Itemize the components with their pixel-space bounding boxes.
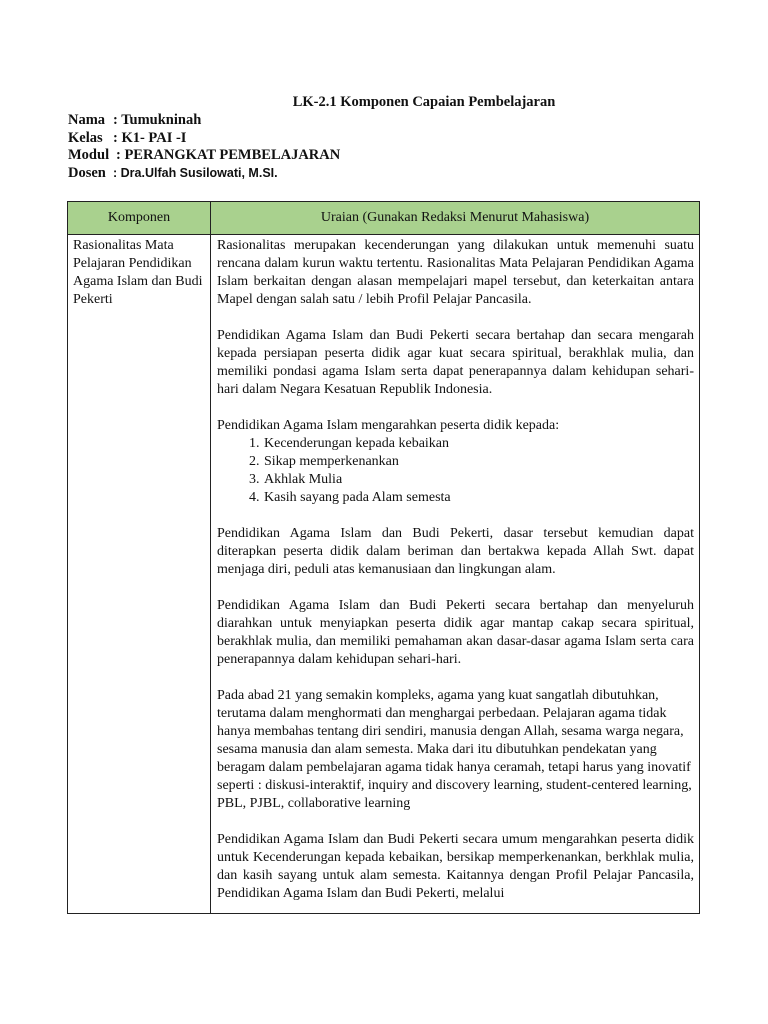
list-item: 3. Akhlak Mulia [263,471,694,489]
paragraph: Pendidikan Agama Islam dan Budi Pekerti secara bertahap dan secara mengarah kepada persiapan peserta didik agar kuat secara spiritual, berakhlak mulia, dan memiliki pondasi agama Islam serta dapat penerapannya dalam kehidupan sehari-hari dalam Negara Kesatuan Republik Indonesia. [217,328,694,397]
modul-label: Modul [68,147,110,163]
meta-nama [68,112,201,129]
paragraph: Pendidikan Agama Islam dan Budi Pekerti secara umum mengarahkan peserta didik untuk Kecenderungan kepada kebaikan, bersikap memperkenankan, berkhlak mulia, dan kasih sayang untuk alam semesta. Kaitannya dengan Profil Pelajar Pancasila, Pendidikan Agama Islam dan Budi Pekerti, melalui [217,832,694,901]
meta-dosen [68,165,278,182]
header-uraian: Uraian (Gunakan Redaksi Menurut Mahasiswa) [211,202,700,235]
meta-kelas [68,130,186,147]
kelas-label: Kelas [68,130,103,146]
paragraph: Pendidikan Agama Islam mengarahkan peserta didik kepada: [217,418,560,433]
komponen-cell: Rasionalitas Mata Pelajaran Pendidikan Agama Islam dan Budi Pekerti [68,235,211,914]
dosen-value: : Dra.Ulfah Susilowati, M.SI. [113,166,278,180]
nama-label: Nama [68,112,106,128]
list-item: 4. Kasih sayang pada Alam semesta [263,489,694,507]
paragraph: Pada abad 21 yang semakin kompleks, agama yang kuat sangatlah dibutuhkan, terutama dalam menghormati dan menghargai perbedaan. Pelajaran agama tidak hanya membahas tentang diri sendiri, manusia dengan Allah, sesama warga negara, sesama manusia dan alam semesta. Maka dari itu dibutuhkan pendekatan yang beragam dalam pembelajaran agama tidak hanya ceramah, tetapi harus yang inovatif seperti : diskusi-interaktif, inquiry and discovery learning, student-centered learning, PBL, PJBL, collaborative learning [217,688,692,811]
page-title: LK-2.1 Komponen Capaian Pembelajaran [292,94,556,110]
kelas-value: : K1- PAI -I [113,130,187,146]
paragraph: Rasionalitas merupakan kecenderungan yang dilakukan untuk memenuhi suatu rencana dalam kurun waktu tertentu. Rasionalitas Mata Pelajaran Pendidikan Agama Islam berkaitan dengan alasan mempelajari mapel tersebut, dan keterkaitan antara Mapel dengan salah satu / lebih Profil Pelajar Pancasila. [217,238,694,307]
numbered-list [217,435,694,507]
list-item: 1. Kecenderungan kepada kebaikan [263,435,694,453]
meta-modul [68,147,340,164]
nama-value: : Tumukninah [113,112,202,128]
uraian-cell [211,235,700,914]
table-row [68,235,700,914]
dosen-label: Dosen [68,165,106,181]
table-header-row [68,202,700,235]
list-item: 2. Sikap memperkenankan [263,453,694,471]
modul-value: : PERANGKAT PEMBELAJARAN [116,147,341,163]
paragraph: Pendidikan Agama Islam dan Budi Pekerti secara bertahap dan menyeluruh diarahkan untuk menyiapkan peserta didik agar mantap cakap secara spiritual, berakhlak mulia, dan memiliki pemahaman akan dasar-dasar agama Islam serta cara penerapannya dalam kehidupan sehari-hari. [217,598,694,667]
header-komponen: Komponen [68,202,211,235]
paragraph: Pendidikan Agama Islam dan Budi Pekerti, dasar tersebut kemudian dapat diterapkan peserta didik dalam beriman dan bertakwa kepada Allah Swt. dapat menjaga diri, peduli atas kemanusiaan dan lingkungan alam. [217,526,694,577]
capaian-table [67,201,700,914]
